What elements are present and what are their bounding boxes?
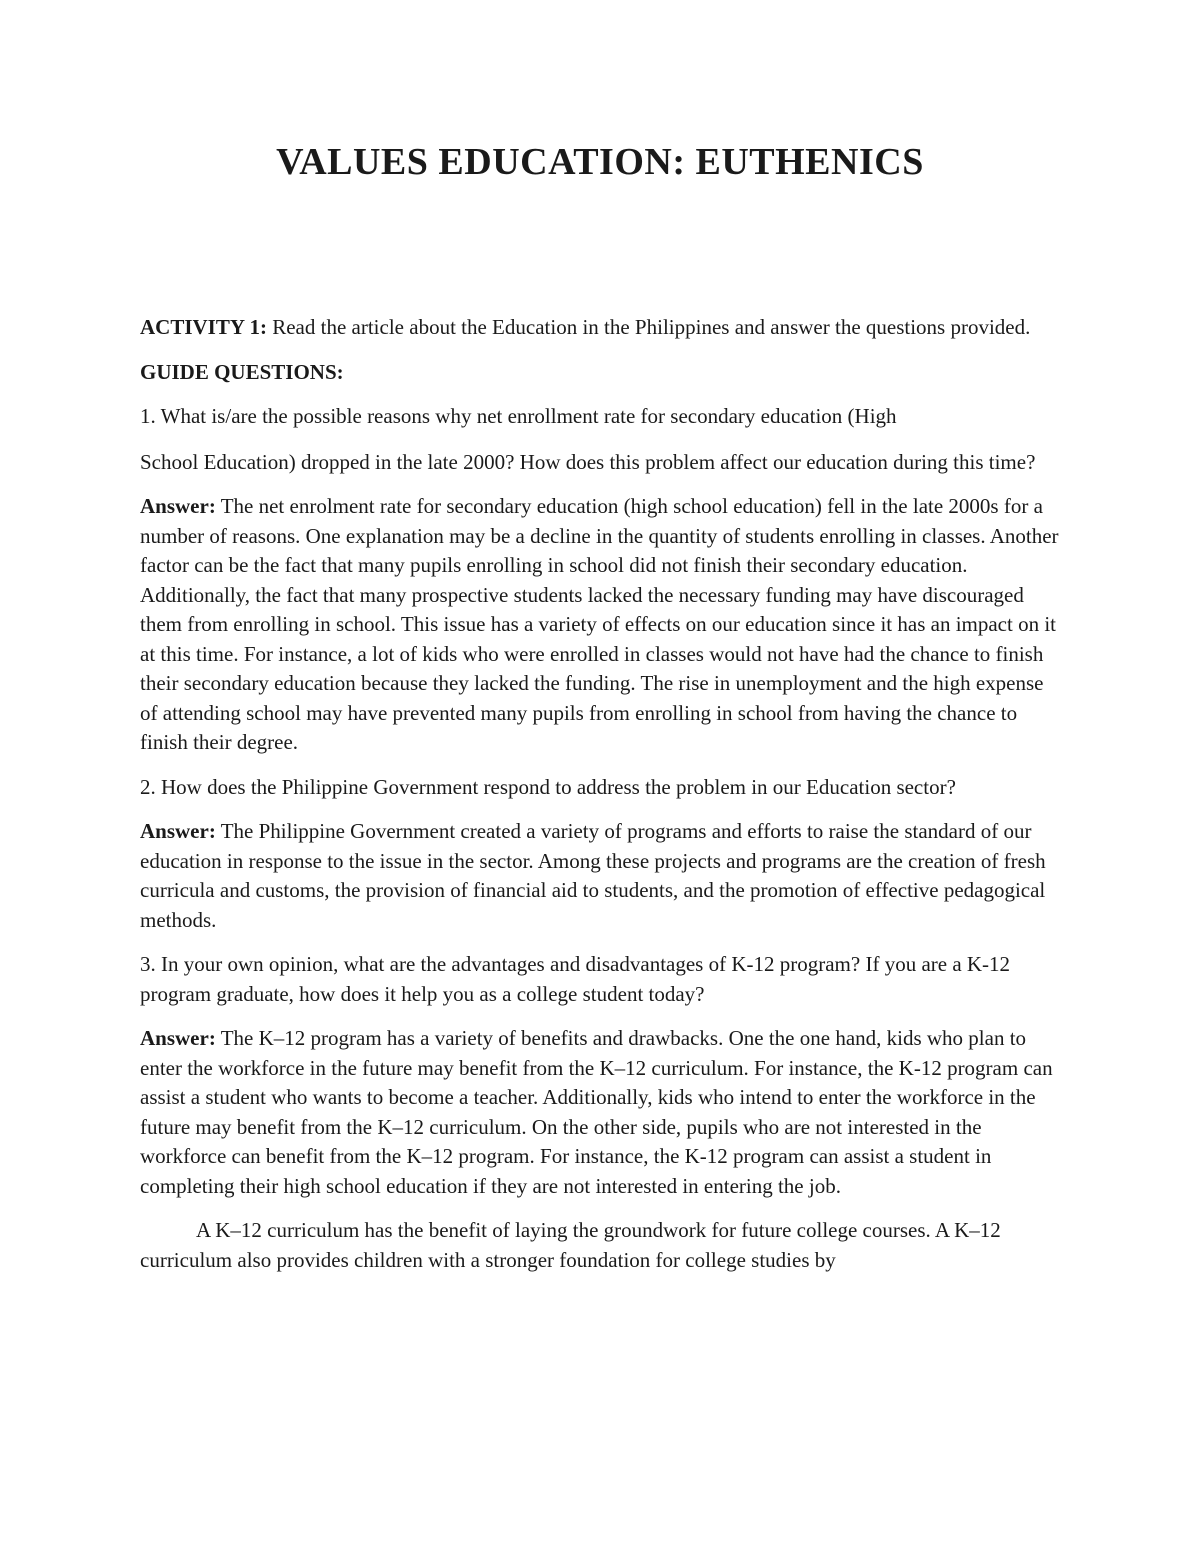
answer-text: The K–12 program has a variety of benefits and drawbacks. One the one hand, kids who plan to enter the workforce in the future may benefit from the K–12 curriculum. For instance, the K-12 program can assist a student who wants to become a teacher. Additionally, kids who intend to enter the workforce in the future may benefit from the K–12 curriculum. On the other side, pupils who are not interested in the workforce can benefit from the K–12 program. For instance, the K-12 program can assist a student in completing their high school education if they are not interested in entering the job. <box>140 1026 1053 1198</box>
question-3: 3. In your own opinion, what are the advantages and disadvantages of K-12 program? If you are a K-12 program graduate, how does it help you as a college student today? <box>140 952 1011 1006</box>
page-title: VALUES EDUCATION: EUTHENICS <box>276 141 924 183</box>
guide-questions-heading: GUIDE QUESTIONS: <box>140 359 344 384</box>
question-2: 2. How does the Philippine Government respond to address the problem in our Education sector? <box>140 774 956 799</box>
document-body <box>140 313 1060 1290</box>
answer-label: Answer: <box>140 494 216 518</box>
question-1-line-1: 1. What is/are the possible reasons why net enrollment rate for secondary education (High <box>140 404 897 428</box>
answer-1 <box>140 492 1060 758</box>
answer-2 <box>140 817 1060 935</box>
answer-3-continuation: A K–12 curriculum has the benefit of laying the groundwork for future college courses. A K–12 curriculum also provides children with a stronger foundation for college studies by <box>140 1218 1001 1272</box>
answer-text: The Philippine Government created a variety of programs and efforts to raise the standard of our education in response to the issue in the sector. Among these projects and programs are the creation of fresh curricula and customs, the provision of financial aid to students, and the promotion of effective pedagogical methods. <box>140 819 1046 932</box>
question-1-line-2: School Education) dropped in the late 2000? How does this problem affect our education during this time? <box>140 449 1036 474</box>
answer-label: Answer: <box>140 1026 216 1050</box>
activity-label: ACTIVITY 1: <box>140 315 267 339</box>
answer-label: Answer: <box>140 819 216 843</box>
answer-3 <box>140 1024 1060 1201</box>
activity-instruction <box>140 313 1060 343</box>
answer-text: The net enrolment rate for secondary education (high school education) fell in the late 2000s for a number of reasons. One explanation may be a decline in the quantity of students enrolling in classes. Another factor can be the fact that many pupils enrolling in school did not finish their secondary education. Additionally, the fact that many prospective students lacked the necessary funding may have discouraged them from enrolling in school. This issue has a variety of effects on our education since it has an impact on it at this time. For instance, a lot of kids who were enrolled in classes would not have had the chance to finish their secondary education because they lacked the funding. The rise in unemployment and the high expense of attending school may have prevented many pupils from enrolling in school from having the chance to finish their degree. <box>140 494 1059 754</box>
activity-text: Read the article about the Education in the Philippines and answer the questions provided. <box>266 315 1031 339</box>
